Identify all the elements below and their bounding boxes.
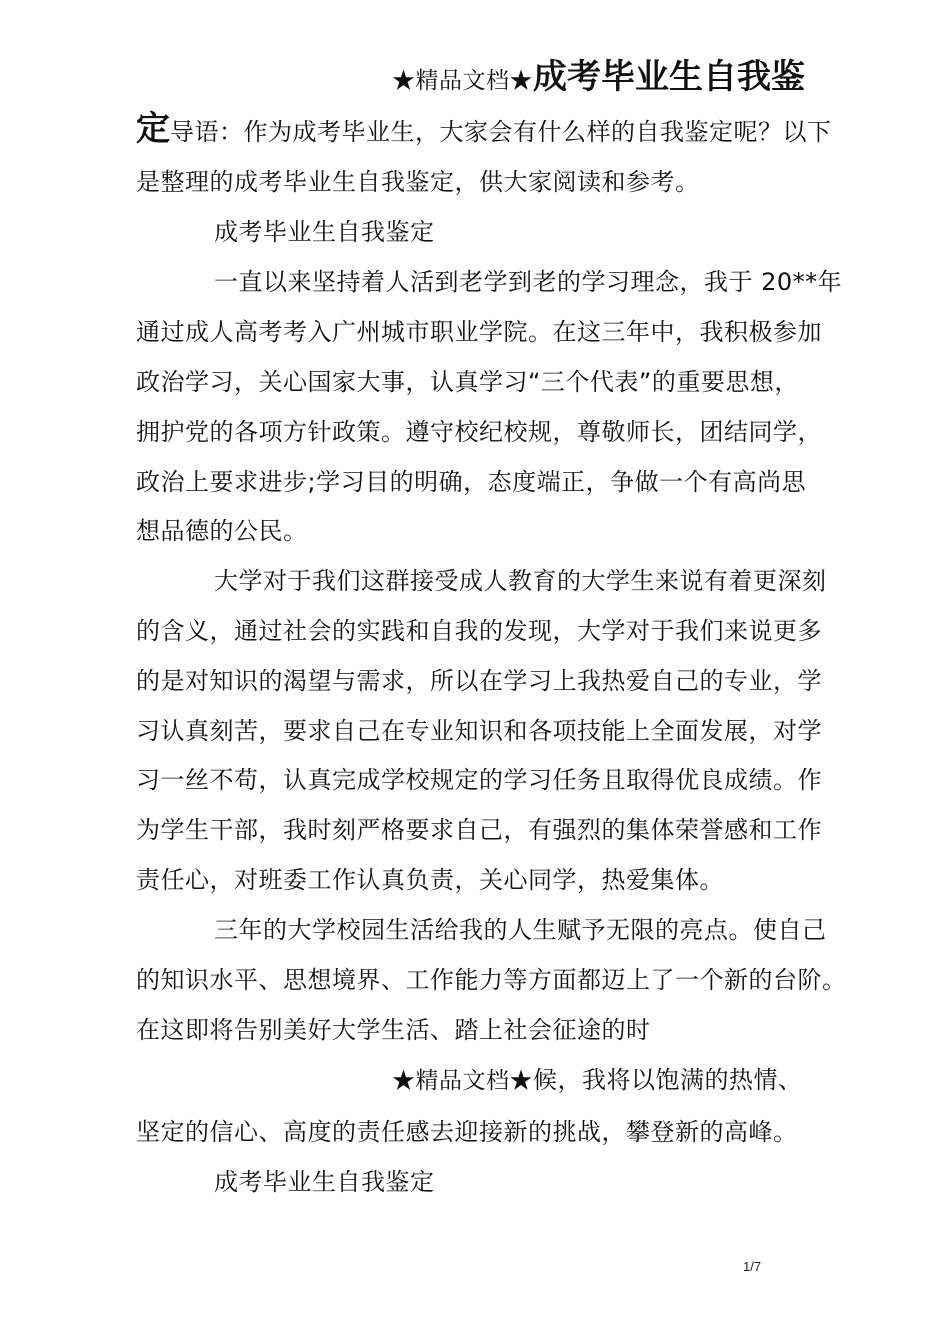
intro-line-1 xyxy=(136,109,832,149)
paragraph-3-line-5: 坚定的信心、高度的责任感去迎接新的挑战，攀登新的高峰。 xyxy=(136,1118,798,1146)
paragraph-3-line-1: 三年的大学校园生活给我的人生赋予无限的亮点。使自己 xyxy=(214,916,827,944)
page-title: 成考毕业生自我鉴 xyxy=(533,57,805,97)
paragraph-2-line-5: 习一丝不苟，认真完成学校规定的学习任务且取得优良成绩。作 xyxy=(136,766,822,794)
paragraph-3-line-4-text: 候，我将以饱满的热情、 xyxy=(533,1066,803,1094)
paragraph-2-line-2: 的含义，通过社会的实践和自我的发现，大学对于我们来说更多 xyxy=(136,617,822,645)
watermark-text: ★精品文档★ xyxy=(392,68,533,94)
paragraph-3-line-4 xyxy=(392,1065,803,1096)
paragraph-1-line-2: 通过成人高考考入广州城市职业学院。在这三年中，我积极参加 xyxy=(136,318,822,346)
title-tail: 定 xyxy=(136,109,170,149)
intro-text-1: 导语：作为成考毕业生，大家会有什么样的自我鉴定呢？以下 xyxy=(170,118,832,146)
paragraph-3-line-3: 在这即将告别美好大学生活、踏上社会征途的时 xyxy=(136,1016,651,1044)
title-line xyxy=(392,57,805,97)
paragraph-2-line-6: 为学生干部，我时刻严格要求自己，有强烈的集体荣誉感和工作 xyxy=(136,816,822,844)
intro-line-2: 是整理的成考毕业生自我鉴定，供大家阅读和参考。 xyxy=(136,168,700,196)
paragraph-1-line-5: 政治上要求进步;学习目的明确，态度端正，争做一个有高尚思 xyxy=(136,468,807,496)
paragraph-2-line-7: 责任心，对班委工作认真负责，关心同学，热爱集体。 xyxy=(136,866,724,894)
paragraph-1-line-3: 政治学习，关心国家大事，认真学习“三个代表”的重要思想， xyxy=(136,368,799,396)
paragraph-2-line-4: 习认真刻苦，要求自己在专业知识和各项技能上全面发展，对学 xyxy=(136,717,822,745)
section-heading-2: 成考毕业生自我鉴定 xyxy=(214,1168,435,1196)
paragraph-1-line-4: 拥护党的各项方针政策。遵守校纪校规，尊敬师长，团结同学， xyxy=(136,418,822,446)
paragraph-1-line-6: 想品德的公民。 xyxy=(136,517,308,545)
paragraph-3-line-2: 的知识水平、思想境界、工作能力等方面都迈上了一个新的台阶。 xyxy=(136,966,847,994)
watermark-text-inline: ★精品文档★ xyxy=(392,1068,533,1094)
page-number: 1/7 xyxy=(743,1259,762,1274)
paragraph-2-line-1: 大学对于我们这群接受成人教育的大学生来说有着更深刻 xyxy=(214,567,827,595)
paragraph-1-line-1: 一直以来坚持着人活到老学到老的学习理念，我于 20**年 xyxy=(214,268,843,296)
paragraph-2-line-3: 的是对知识的渴望与需求，所以在学习上我热爱自己的专业，学 xyxy=(136,667,822,695)
section-heading-1: 成考毕业生自我鉴定 xyxy=(214,218,435,246)
